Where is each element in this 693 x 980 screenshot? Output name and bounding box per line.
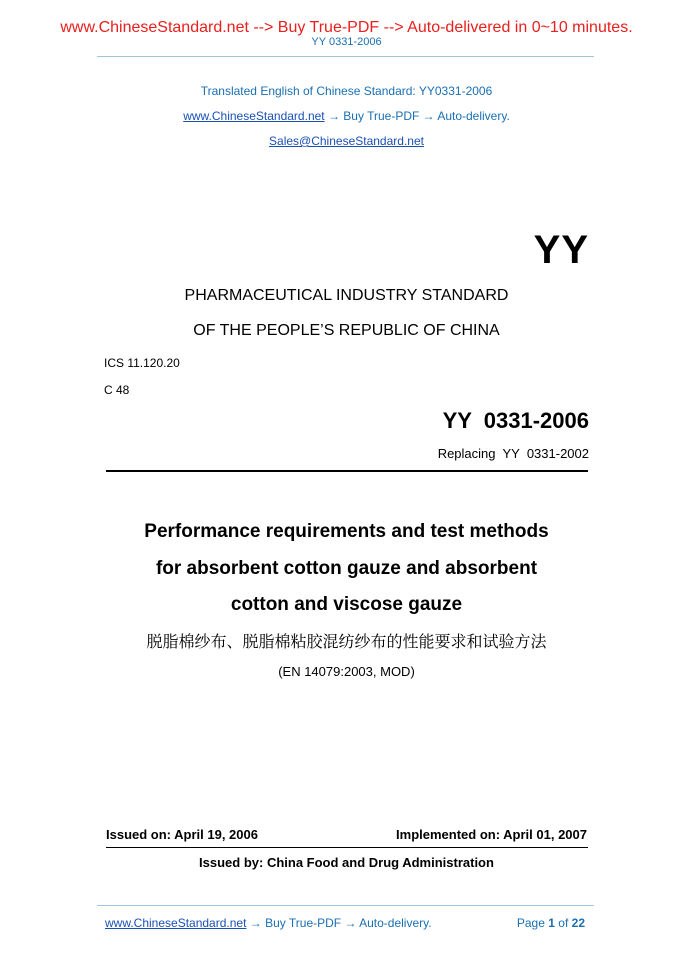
site-link-suffix: → Buy True-PDF → Auto-delivery. bbox=[324, 109, 510, 123]
header-doc-id: YY 0331-2006 bbox=[311, 36, 382, 48]
page-label: Page bbox=[516, 916, 545, 930]
footer-site-line bbox=[105, 916, 432, 930]
translation-note: Translated English of Chinese Standard: YY0331-2006 bbox=[200, 84, 493, 98]
issued-by: Issued by: China Food and Drug Administration bbox=[199, 855, 494, 870]
ics-code: ICS 11.120.20 bbox=[104, 356, 180, 370]
standard-code: YY bbox=[533, 228, 589, 272]
footer-site-link[interactable]: www.ChineseStandard.net bbox=[105, 916, 247, 930]
title-line3: cotton and viscose gauze bbox=[230, 594, 463, 615]
chinese-title: 脱脂棉纱布、脱脂棉粘胶混纺纱布的性能要求和试验方法 bbox=[146, 632, 547, 651]
standard-number: YY 0331-2006 bbox=[442, 408, 589, 433]
title-line2: for absorbent cotton gauze and absorbent bbox=[155, 558, 538, 579]
title-line1: Performance requirements and test methods bbox=[144, 521, 549, 542]
replacing-note: Replacing YY 0331-2002 bbox=[437, 446, 589, 461]
footer-site-suffix: → Buy True-PDF → Auto-delivery. bbox=[246, 916, 432, 930]
number-divider bbox=[106, 470, 588, 472]
ccs-code: C 48 bbox=[104, 383, 130, 397]
dates-divider bbox=[106, 847, 588, 848]
site-link[interactable]: www.ChineseStandard.net bbox=[183, 109, 325, 123]
issued-on-date: Issued on: April 19, 2006 bbox=[106, 827, 258, 842]
page-total: 22 bbox=[571, 916, 585, 930]
en-reference: (EN 14079:2003, MOD) bbox=[278, 664, 415, 679]
translation-site-line bbox=[0, 109, 693, 123]
footer-divider bbox=[97, 905, 594, 906]
header-divider bbox=[97, 56, 594, 57]
email-link[interactable]: Sales@ChineseStandard.net bbox=[269, 134, 424, 148]
top-banner-link[interactable]: www.ChineseStandard.net --> Buy True-PDF --> Auto-delivered in 0~10 minutes. bbox=[60, 19, 633, 36]
email-line bbox=[0, 134, 693, 148]
page-number: 1 bbox=[548, 916, 555, 930]
standard-heading-line1: PHARMACEUTICAL INDUSTRY STANDARD bbox=[184, 287, 509, 304]
standard-heading-line2: OF THE PEOPLE’S REPUBLIC OF CHINA bbox=[193, 322, 500, 339]
implemented-on-date: Implemented on: April 01, 2007 bbox=[396, 827, 587, 842]
of-label: of bbox=[558, 916, 569, 930]
page-indicator bbox=[517, 916, 585, 930]
